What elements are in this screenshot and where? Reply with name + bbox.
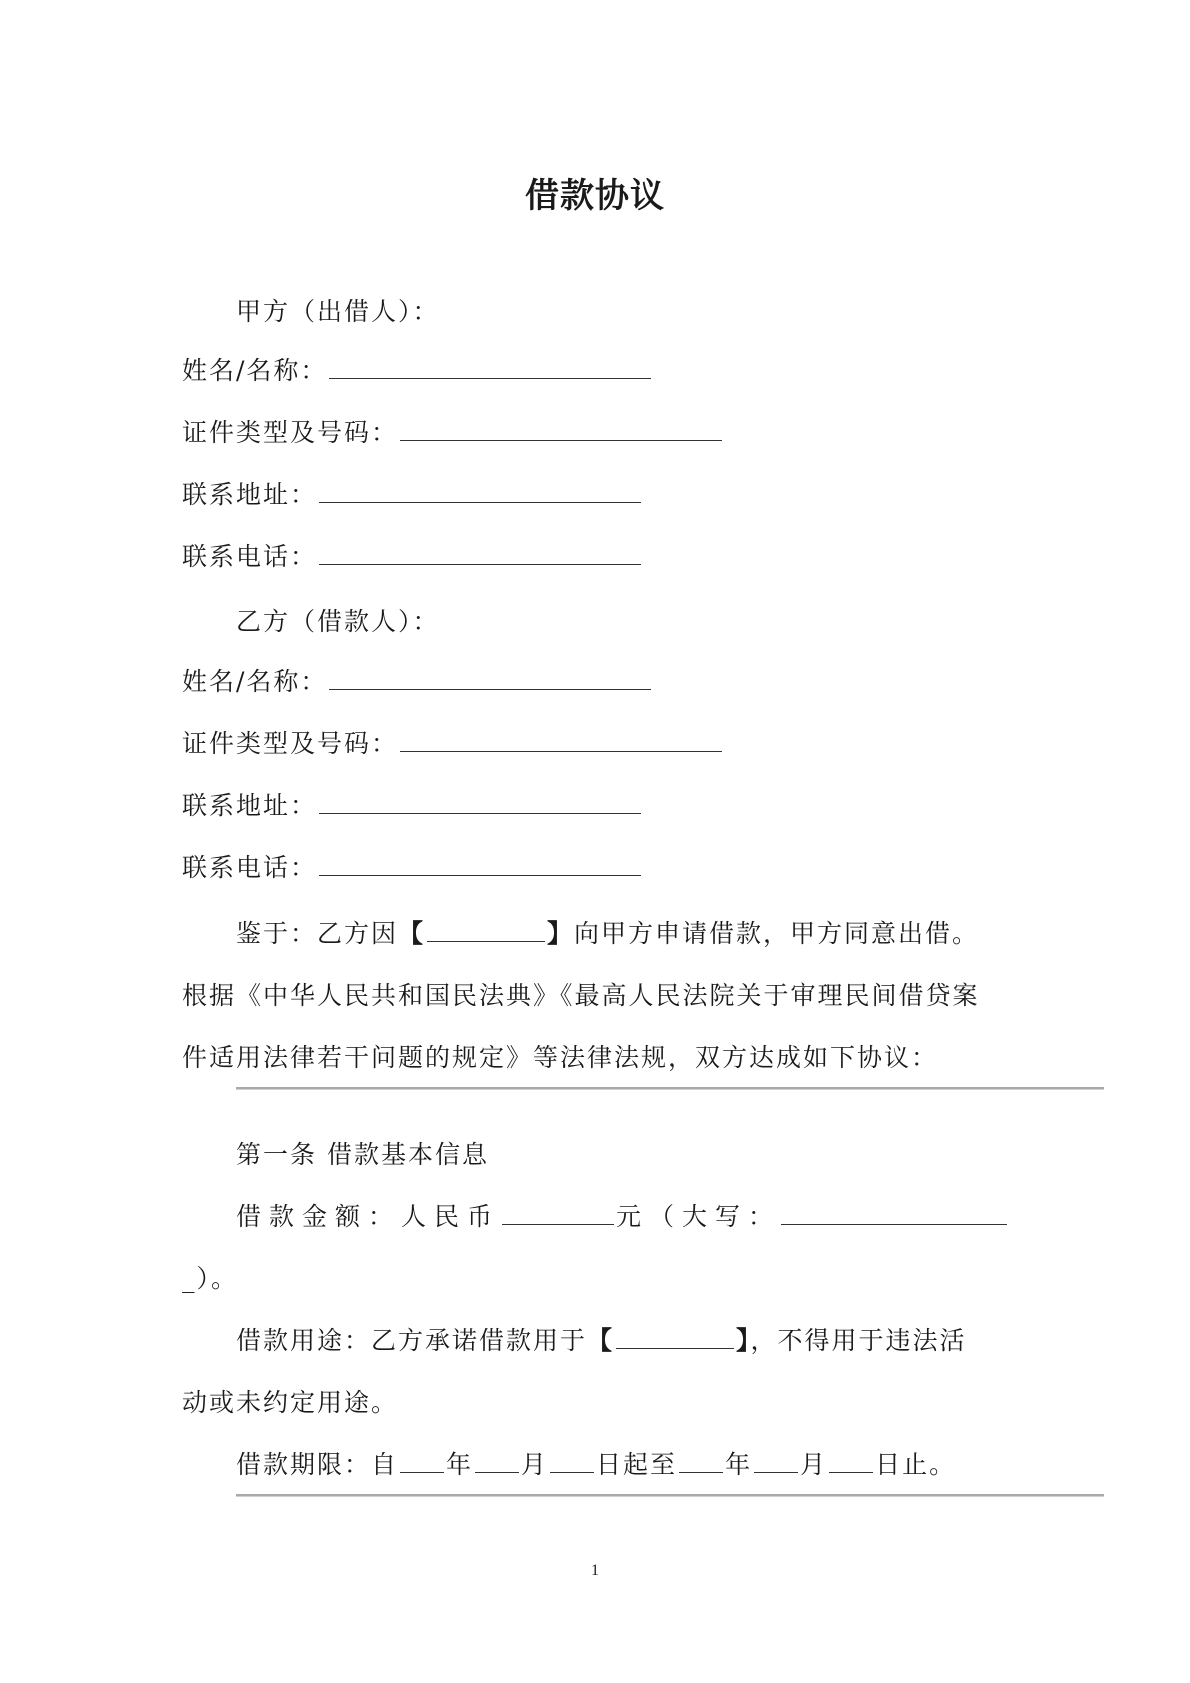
preamble-line-1 (236, 918, 979, 950)
loan-purpose-blank[interactable] (616, 1326, 734, 1349)
preamble-line-2: 根据《中华人民共和国民法典》《最高人民法院关于审理民间借贷案 (182, 981, 980, 1010)
loan-purpose-continued: 动或未约定用途。 (182, 1388, 399, 1417)
loan-amount-blank[interactable] (502, 1202, 614, 1225)
bracket-close: 】 (547, 919, 575, 948)
end-year-blank[interactable] (679, 1450, 723, 1473)
party-a-phone-row (182, 541, 643, 573)
loan-purpose-text: ，不得用于违法活 (750, 1326, 967, 1355)
article-1-heading: 第一条 借款基本信息 (236, 1140, 489, 1169)
party-a-phone-blank[interactable] (319, 542, 641, 565)
section-divider (236, 1087, 1104, 1089)
party-b-address-row (182, 790, 643, 822)
loan-term-label: 借款期限：自 (236, 1450, 399, 1479)
loan-amount-capital-label: 元（大写： (616, 1202, 782, 1231)
start-day-label: 日起至 (596, 1450, 678, 1479)
party-a-heading: 甲方（出借人）： (236, 297, 440, 326)
page-number: 1 (591, 1562, 599, 1579)
party-b-address-label: 联系地址： (182, 791, 318, 820)
party-b-id-blank[interactable] (400, 729, 722, 752)
reason-blank[interactable] (427, 919, 545, 942)
party-b-name-blank[interactable] (329, 667, 651, 690)
start-month-label: 月 (521, 1450, 549, 1479)
loan-purpose-label: 借款用途：乙方承诺借款用于 (236, 1326, 588, 1355)
document-title: 借款协议 (525, 176, 665, 216)
loan-amount-label: 借款金额：人民币 (236, 1202, 501, 1231)
party-b-address-blank[interactable] (319, 791, 641, 814)
purpose-bracket-close: 】 (736, 1326, 751, 1355)
party-a-name-row (182, 355, 653, 387)
preamble-text-a: 鉴于：乙方因 (236, 919, 399, 948)
preamble-text-b: 向甲方申请借款，甲方同意出借。 (574, 919, 980, 948)
preamble-line-3: 件适用法律若干问题的规定》等法律法规，双方达成如下协议： (182, 1043, 939, 1072)
purpose-bracket-open: 【 (587, 1326, 615, 1355)
party-b-phone-label: 联系电话： (182, 853, 318, 882)
end-day-blank[interactable] (829, 1450, 873, 1473)
party-a-address-row (182, 479, 643, 511)
start-year-blank[interactable] (400, 1450, 444, 1473)
bracket-open: 【 (398, 919, 426, 948)
start-year-label: 年 (446, 1450, 474, 1479)
party-a-id-row (182, 417, 724, 449)
party-a-id-blank[interactable] (400, 418, 722, 441)
loan-amount-row (236, 1201, 1009, 1233)
end-month-label: 月 (800, 1450, 828, 1479)
party-a-phone-label: 联系电话： (182, 542, 318, 571)
party-a-address-blank[interactable] (319, 480, 641, 503)
party-b-name-label: 姓名/名称： (182, 667, 328, 696)
end-month-blank[interactable] (754, 1450, 798, 1473)
party-a-address-label: 联系地址： (182, 480, 318, 509)
party-b-phone-blank[interactable] (319, 853, 641, 876)
end-day-label: 日止。 (875, 1450, 957, 1479)
section-divider-2 (236, 1494, 1104, 1496)
party-a-id-label: 证件类型及号码： (182, 418, 399, 447)
party-b-heading: 乙方（借款人）： (236, 607, 440, 636)
start-day-blank[interactable] (550, 1450, 594, 1473)
loan-amount-tail: _）。 (182, 1264, 239, 1293)
start-month-blank[interactable] (475, 1450, 519, 1473)
loan-purpose-row (236, 1325, 967, 1357)
party-a-name-label: 姓名/名称： (182, 356, 328, 385)
party-a-name-blank[interactable] (329, 356, 651, 379)
party-b-id-row (182, 728, 724, 760)
party-b-phone-row (182, 852, 643, 884)
loan-amount-capital-blank[interactable] (781, 1202, 1007, 1225)
party-b-name-row (182, 666, 653, 698)
loan-term-row (236, 1449, 956, 1481)
party-b-id-label: 证件类型及号码： (182, 729, 399, 758)
end-year-label: 年 (725, 1450, 753, 1479)
